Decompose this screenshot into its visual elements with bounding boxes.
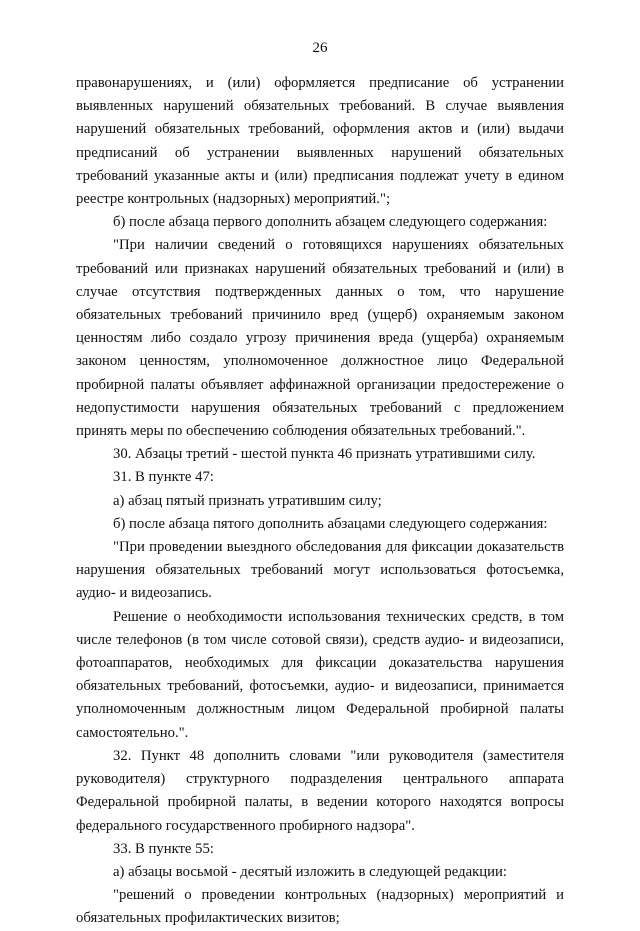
paragraph-item-30: 30. Абзацы третий - шестой пункта 46 признать утратившими силу. — [113, 446, 536, 463]
paragraph-decisions-quote: "решений о проведении контрольных (надзорных) мероприятий и обязательных профилактических визитов; — [76, 887, 564, 927]
document-body — [76, 72, 564, 931]
paragraph-subitem-a-33: а) абзацы восьмой - десятый изложить в следующей редакции: — [113, 863, 507, 880]
paragraph-warning-quote: "При наличии сведений о готовящихся нарушениях обязательных требований или признаках нарушений обязательных требований и (или) в случае отсутствия подтвержденных данных о том, что нарушение обязательных требований причинило вред (ущерб) охраняемым законом ценностям либо создало угрозу причинения вреда (ущерба) охраняемым законом ценностям, уполномоченное должностное лицо Федеральной пробирной палаты объявляет аффинажной организации предостережение о недопустимости нарушения обязательных требований с предложением принять меры по обеспечению соблюдения обязательных требований.". — [76, 237, 564, 440]
paragraph-continuation: правонарушениях, и (или) оформляется предписание об устранении выявленных нарушений обязательных требований. В случае выявления нарушений обязательных требований, оформления актов и (или) выдачи предписаний об устранении выявленных нарушений обязательных требований указанные акты и (или) предписания подлежат учету в едином реестре контрольных (надзорных) мероприятий."; — [76, 75, 564, 208]
paragraph-technical-means: Решение о необходимости использования технических средств, в том числе телефонов (в том числе сотовой связи), средств аудио- и видеозаписи, фотоаппаратов, необходимых для фиксации доказательства нарушения обязательных требований, фотосъемки, аудио- и видеозаписи, принимается уполномоченным должностным лицом Федеральной пробирной палаты самостоятельно.". — [76, 608, 564, 741]
paragraph-item-31: 31. В пункте 47: — [113, 469, 214, 486]
paragraph-item-33: 33. В пункте 55: — [113, 840, 214, 857]
paragraph-item-32: 32. Пункт 48 дополнить словами "или руководителя (заместителя руководителя) структурного подразделения центрального аппарата Федеральной пробирной палаты, в ведении которого находятся вопросы федерального государственного пробирного надзора". — [76, 747, 564, 834]
paragraph-survey-quote: "При проведении выездного обследования для фиксации доказательств нарушения обязательных требований могут использоваться фотосъемка, аудио- и видеозапись. — [76, 539, 564, 602]
paragraph-subitem-b-first: б) после абзаца первого дополнить абзацем следующего содержания: — [113, 214, 548, 231]
paragraph-subitem-a-31: а) абзац пятый признать утратившим силу; — [113, 492, 382, 509]
paragraph-subitem-b-31: б) после абзаца пятого дополнить абзацами следующего содержания: — [113, 515, 548, 532]
page-number: 26 — [312, 40, 328, 56]
